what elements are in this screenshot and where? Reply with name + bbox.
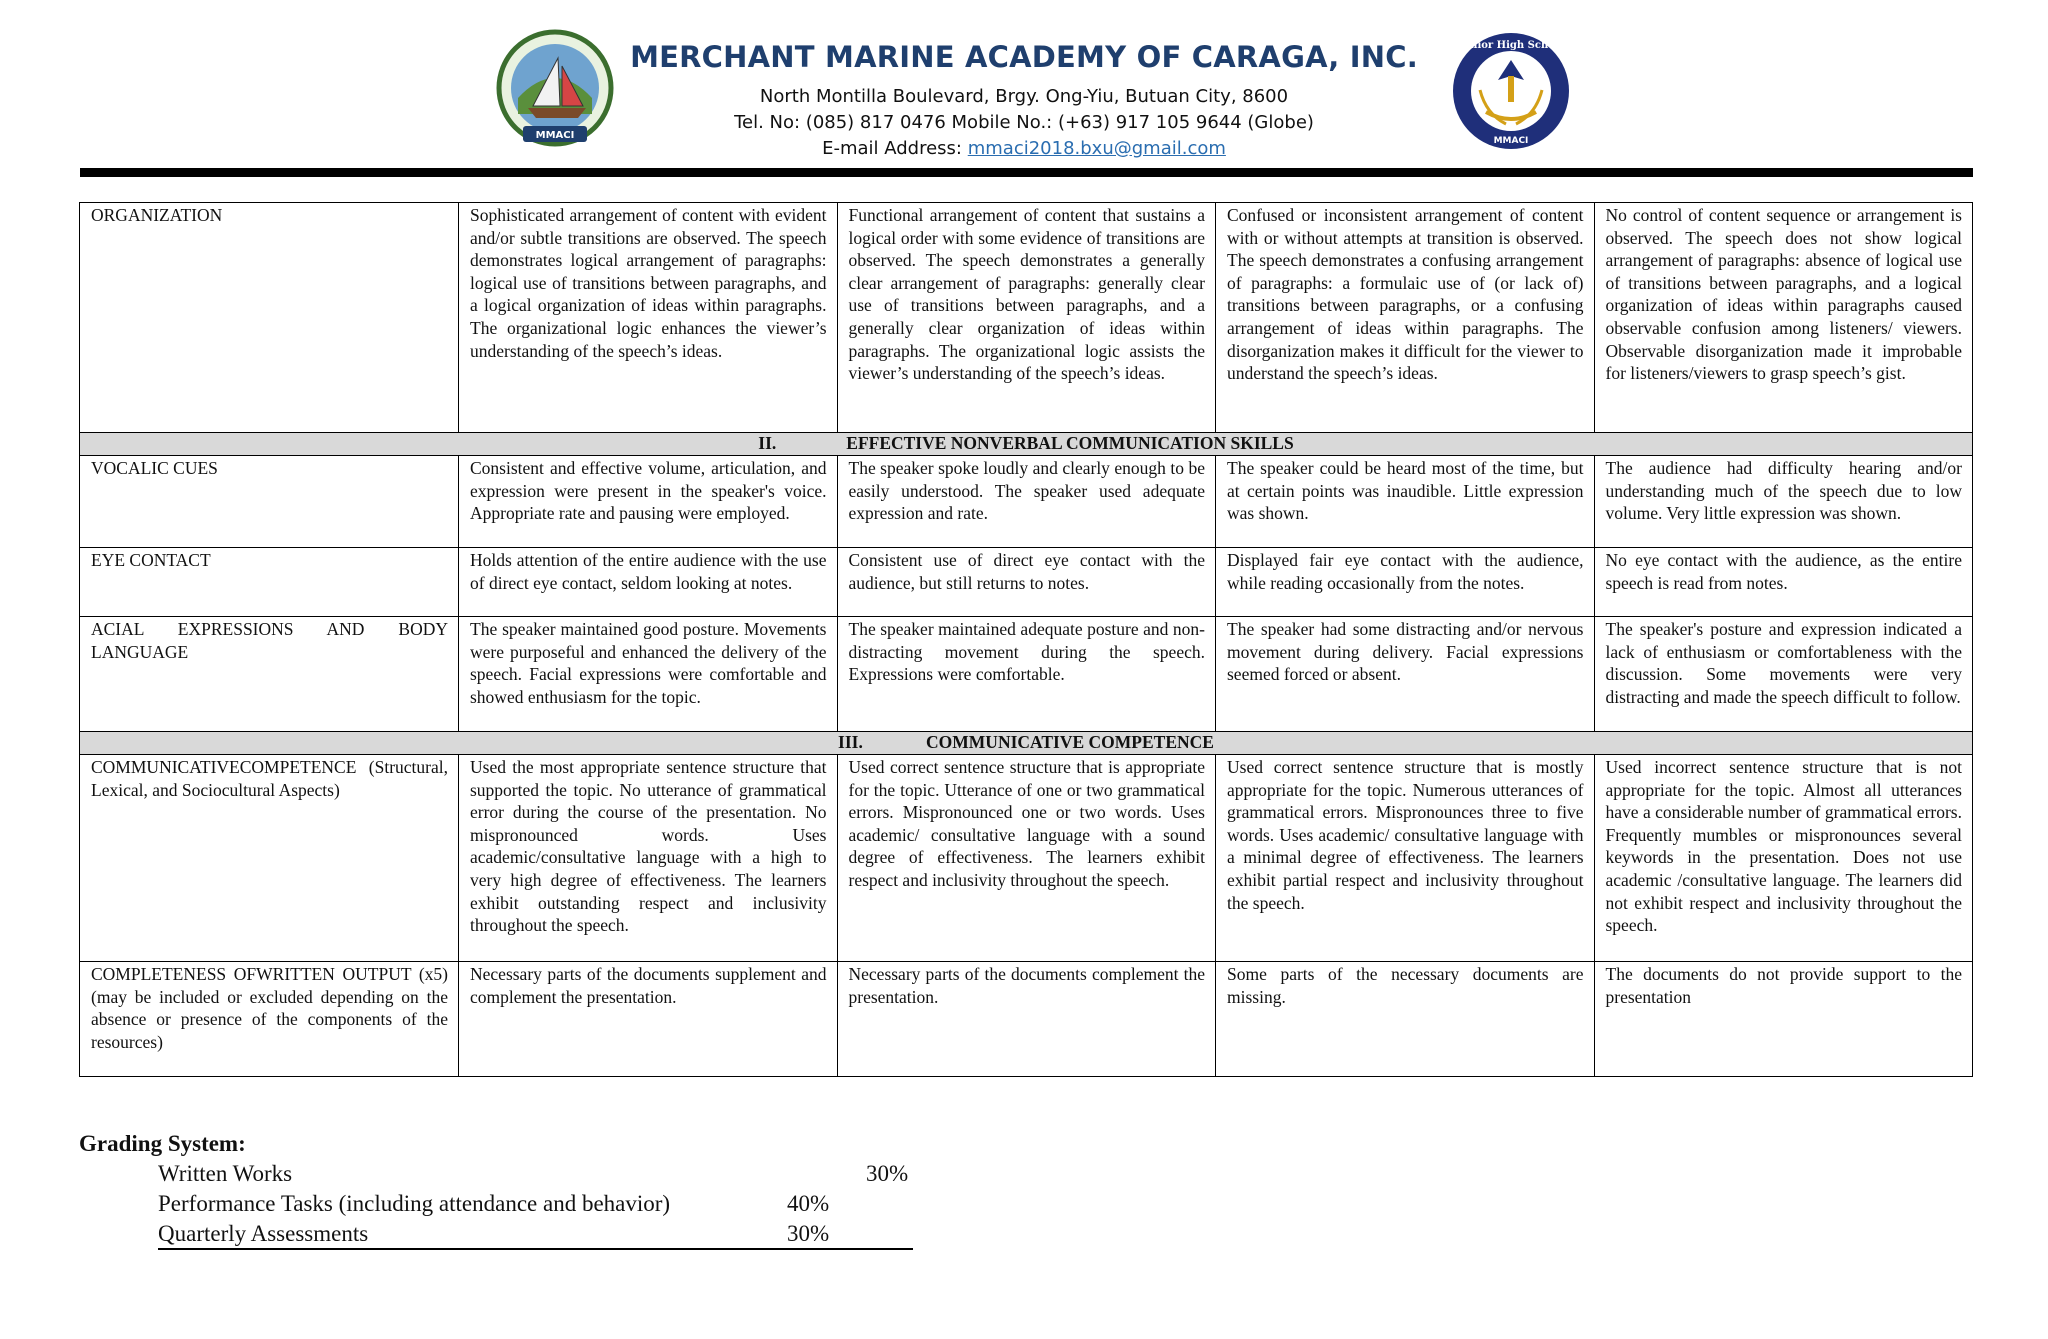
section-number: III.	[838, 732, 863, 752]
section-header	[80, 732, 1973, 755]
grading-item-label: Quarterly Assessments	[158, 1221, 369, 1246]
senior-high-logo	[1450, 30, 1572, 152]
level-cell: Used correct sentence structure that is mostly appropriate for the topic. Numerous utterances of grammatical errors. Mispronounces three to five words. Uses academic/ consultative language with a minimal degree of effectiveness. The learners exhibit partial respect and inclusivity throughout the speech.	[1216, 755, 1595, 962]
grading-item-value: 40%	[787, 1191, 830, 1216]
level-cell: Some parts of the necessary documents are missing.	[1216, 962, 1595, 1077]
level-cell: The speaker spoke loudly and clearly enough to be easily understood. The speaker used adequate expression and rate.	[837, 456, 1216, 548]
table-row	[80, 755, 1973, 962]
criterion-cell: ORGANIZATION	[80, 203, 459, 433]
level-cell: Used the most appropriate sentence structure that supported the topic. No utterance of grammatical error during the course of the presentation. No mispronounced words. Uses academic/consultative language with a high to very high degree of effectiveness. The learners exhibit outstanding respect and inclusivity throughout the speech.	[459, 755, 838, 962]
section-header-row	[80, 433, 1973, 456]
rubric-table	[79, 202, 1973, 1077]
org-phone: Tel. No: (085) 817 0476 Mobile No.: (+63) 917 105 9644 (Globe)	[734, 112, 1314, 133]
svg-text:MMACI: MMACI	[1493, 136, 1529, 146]
grading-item-label: Performance Tasks (including attendance and behavior)	[158, 1191, 671, 1216]
grading-item-value: 30%	[866, 1161, 909, 1186]
level-cell: Consistent and effective volume, articulation, and expression were present in the speaker's voice. Appropriate rate and pausing were employed.	[459, 456, 838, 548]
table-row	[80, 617, 1973, 732]
grading-item-label: Written Works	[158, 1161, 293, 1186]
level-cell: The speaker maintained adequate posture and non-distracting movement during the speech. Expressions were comfortable.	[837, 617, 1216, 732]
level-cell: Confused or inconsistent arrangement of content with or without attempts at transition is observed. The speech demonstrates a confusing arrangement of paragraphs: a formulaic use of (or lack of) transitions between paragraphs, or a confusing arrangement of ideas within paragraphs. The disorganization makes it difficult for the viewer to understand the speech’s ideas.	[1216, 203, 1595, 433]
table-row	[80, 203, 1973, 433]
org-address: North Montilla Boulevard, Brgy. Ong-Yiu, Butuan City, 8600	[759, 86, 1289, 107]
section-title: COMMUNICATIVE COMPETENCE	[926, 732, 1214, 752]
level-cell: The speaker maintained good posture. Movements were purposeful and enhanced the delivery of the speech. Facial expressions were comfortable and showed enthusiasm for the topic.	[459, 617, 838, 732]
level-cell: The speaker could be heard most of the time, but at certain points was inaudible. Little expression was shown.	[1216, 456, 1595, 548]
grading-title: Grading System:	[79, 1131, 246, 1156]
table-row	[80, 548, 1973, 617]
criterion-cell: ACIAL EXPRESSIONS AND BODY LANGUAGE	[80, 617, 459, 732]
section-header	[80, 433, 1973, 456]
section-title: EFFECTIVE NONVERBAL COMMUNICATION SKILLS	[846, 433, 1294, 453]
section-number: II.	[758, 433, 777, 453]
level-cell: Sophisticated arrangement of content with evident and/or subtle transitions are observed. The speech demonstrates logical arrangement of paragraphs: logical use of transitions between paragraphs, and a logical organization of ideas within paragraphs. The organizational logic enhances the viewer’s understanding of the speech’s ideas.	[459, 203, 838, 433]
level-cell: The speaker's posture and expression indicated a lack of enthusiasm or comfortableness with the discussion. Some movements were very distracting and made the speech difficult to follow.	[1594, 617, 1973, 732]
table-row	[80, 456, 1973, 548]
section-header-row	[80, 732, 1973, 755]
email-link[interactable]: mmaci2018.bxu@gmail.com	[967, 138, 1226, 159]
criterion-cell: EYE CONTACT	[80, 548, 459, 617]
level-cell: Displayed fair eye contact with the audience, while reading occasionally from the notes.	[1216, 548, 1595, 617]
level-cell: The audience had difficulty hearing and/or understanding much of the speech due to low volume. Very little expression was shown.	[1594, 456, 1973, 548]
criterion-cell: VOCALIC CUES	[80, 456, 459, 548]
level-cell: Used incorrect sentence structure that is not appropriate for the topic. Almost all utterances have a considerable number of grammatical errors. Frequently mumbles or mispronounces several keywords in the presentation. Does not use academic /consultative language. The learners did not exhibit respect and inclusivity throughout the speech.	[1594, 755, 1973, 962]
svg-text:Senior High School: Senior High School	[1456, 40, 1566, 51]
level-cell: Necessary parts of the documents supplement and complement the presentation.	[459, 962, 838, 1077]
level-cell: Necessary parts of the documents complement the presentation.	[837, 962, 1216, 1077]
table-row	[80, 962, 1973, 1077]
level-cell: The speaker had some distracting and/or nervous movement during delivery. Facial expressions seemed forced or absent.	[1216, 617, 1595, 732]
letterhead	[0, 0, 2048, 180]
email-label: E-mail Address:	[822, 138, 968, 159]
org-name: MERCHANT MARINE ACADEMY OF CARAGA, INC.	[630, 40, 1418, 74]
level-cell: No eye contact with the audience, as the entire speech is read from notes.	[1594, 548, 1973, 617]
svg-text:MMACI: MMACI	[535, 130, 575, 141]
criterion-cell: COMMUNICATIVECOMPETENCE (Structural, Lexical, and Sociocultural Aspects)	[80, 755, 459, 962]
org-email-line	[0, 138, 2048, 159]
level-cell: Functional arrangement of content that sustains a logical order with some evidence of transitions are observed. The speech demonstrates a generally clear arrangement of paragraphs: generally clear use of transitions between paragraphs, and a generally clear organization of ideas within paragraphs. The organizational logic assists the viewer’s understanding of the speech’s ideas.	[837, 203, 1216, 433]
grading-item-value: 30%	[787, 1221, 830, 1246]
level-cell: Holds attention of the entire audience with the use of direct eye contact, seldom looking at notes.	[459, 548, 838, 617]
level-cell: Consistent use of direct eye contact with the audience, but still returns to notes.	[837, 548, 1216, 617]
criterion-cell: COMPLETENESS OFWRITTEN OUTPUT (x5) (may be included or excluded depending on the absence or presence of the components of the resources)	[80, 962, 459, 1077]
level-cell: Used correct sentence structure that is appropriate for the topic. Utterance of one or two grammatical errors. Mispronounced one or two words. Uses academic/ consultative language with a sound degree of effectiveness. The learners exhibit respect and inclusivity throughout the speech.	[837, 755, 1216, 962]
level-cell: No control of content sequence or arrangement is observed. The speech does not show logical arrangement of paragraphs: absence of logical use of transitions between paragraphs, and a logical organization of ideas within paragraphs caused observable confusion among listeners/ viewers. Observable disorganization made it improbable for listeners/viewers to grasp speech’s gist.	[1594, 203, 1973, 433]
header-divider	[80, 168, 1973, 177]
level-cell: The documents do not provide support to the presentation	[1594, 962, 1973, 1077]
grading-underline	[158, 1248, 913, 1250]
